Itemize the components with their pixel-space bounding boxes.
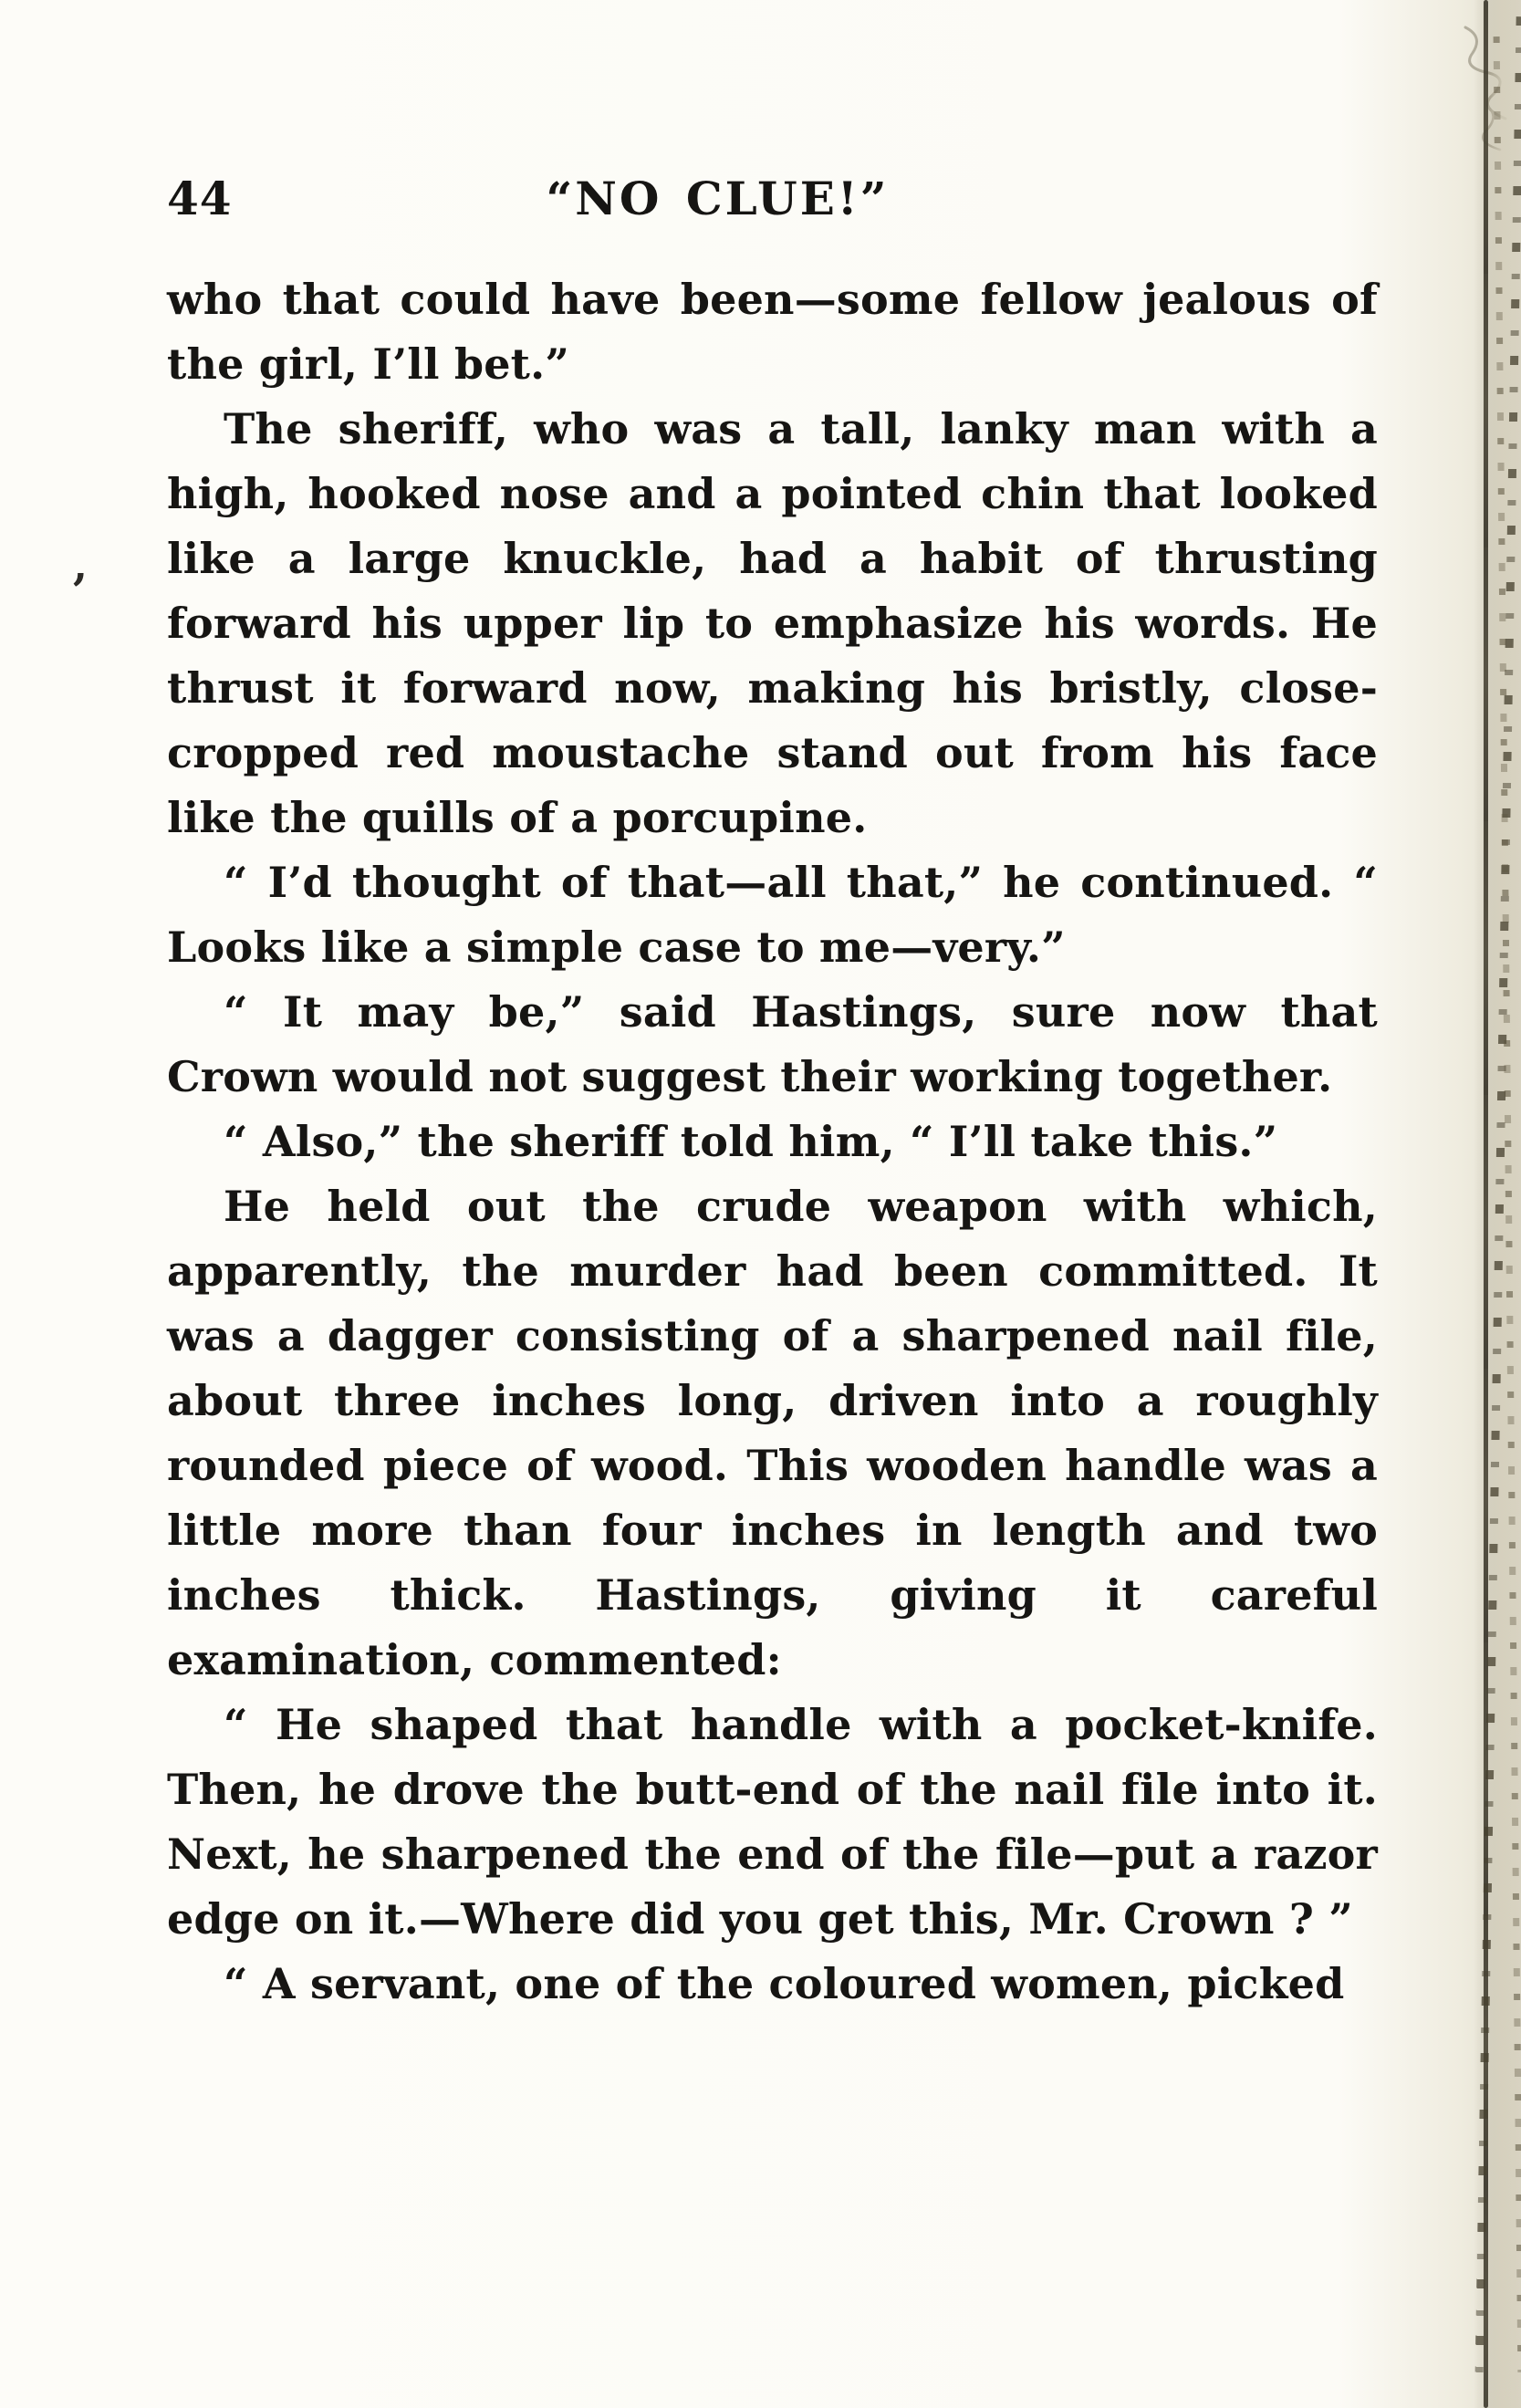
paragraph: “ I’d thought of that—all that,” he continued. “ Looks like a simple case to me—very.”	[167, 858, 1378, 972]
paragraph: The sheriff, who was a tall, lanky man with a high, hooked nose and a pointed chin that looked like a large knuckle, had a habit of thrusting forward his upper lip to emphasize his words. He thrust it forward now, making his bristly, close-cropped red moustache stand out from his face like the quills of a porcupine.	[167, 404, 1378, 842]
page-text	[167, 267, 1378, 2017]
paragraph: “ It may be,” said Hastings, sure now that Crown would not suggest their working together.	[167, 987, 1378, 1101]
scan-artifact-left-margin-mark: ,	[73, 540, 89, 589]
paragraph: “ He shaped that handle with a pocket-knife. Then, he drove the butt-end of the nail file into it. Next, he sharpened the end of the file—put a razor edge on it.—Where did you get this, Mr. Crown ? ”	[167, 1700, 1378, 1944]
page-number: 44	[167, 172, 233, 225]
page-header	[167, 172, 1378, 235]
paragraph: “ A servant, one of the coloured women, picked	[224, 1959, 1345, 2008]
running-title: “NO CLUE!”	[546, 172, 890, 225]
paragraph: He held out the crude weapon with which, apparently, the murder had been committed. It was a dagger consisting of a sharpened nail file, about three inches long, driven into a roughly rounded piece of wood. This wooden handle was a little more than four inches in length and two inches thick. Hastings, giving it careful examination, commented:	[167, 1182, 1378, 1684]
paragraph: who that could have been—some fellow jealous of the girl, I’ll bet.”	[167, 275, 1378, 389]
paragraph: “ Also,” the sheriff told him, “ I’ll take this.”	[224, 1117, 1278, 1166]
